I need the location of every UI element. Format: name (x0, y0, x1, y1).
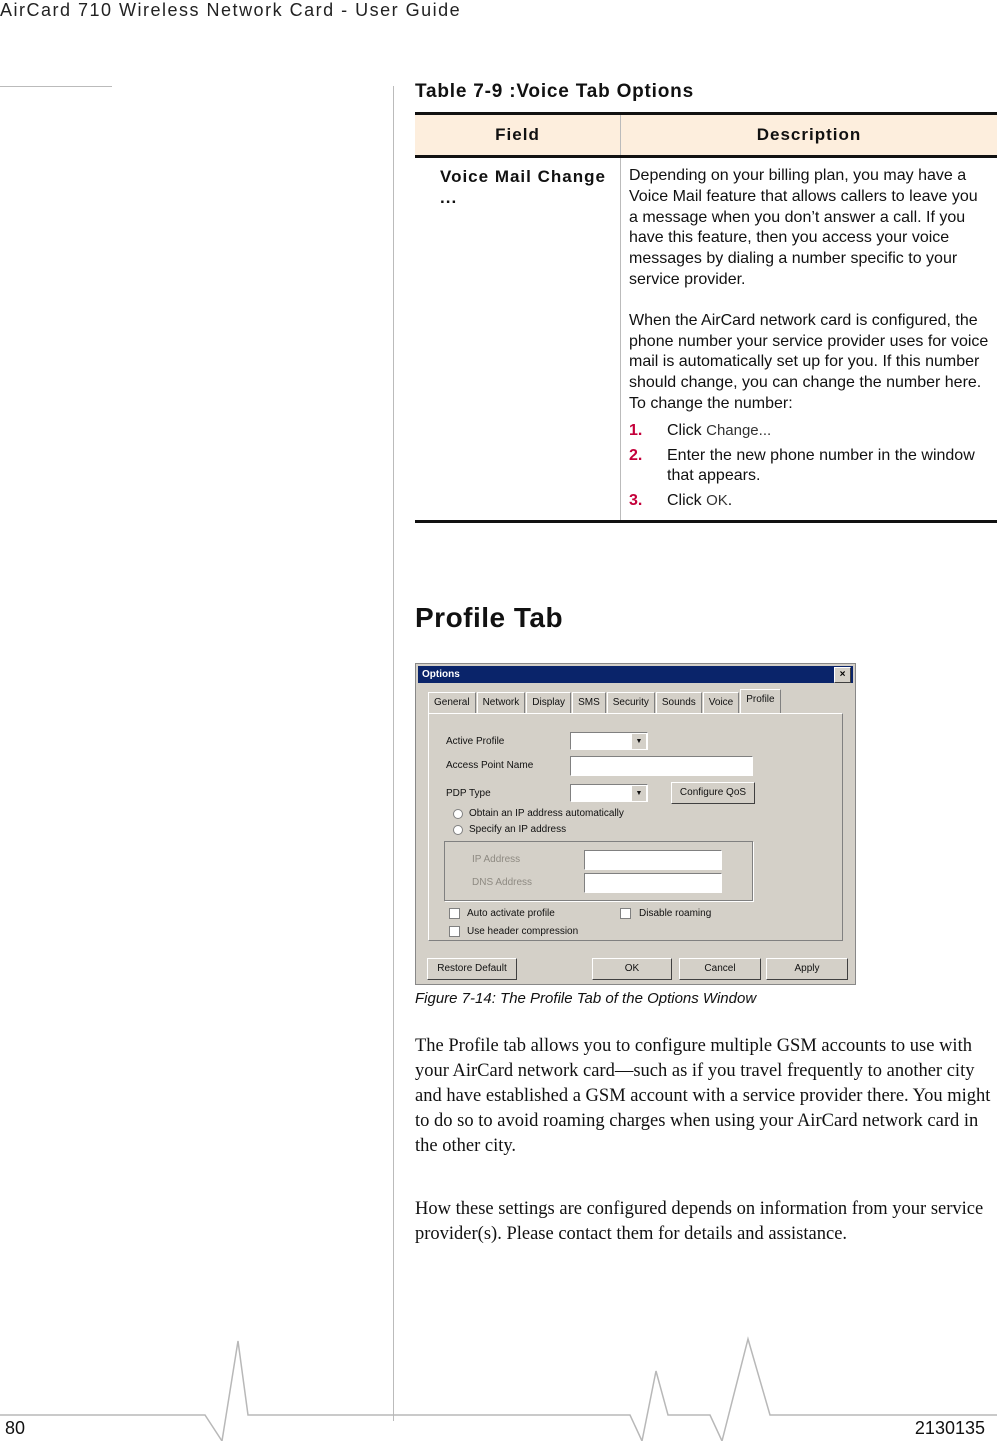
close-icon[interactable]: × (834, 667, 851, 683)
description-cell (620, 158, 997, 520)
divider (0, 86, 112, 87)
running-header: AirCard 710 Wireless Network Card - User Guide (0, 0, 462, 20)
ip-address-label: IP Address (472, 854, 521, 865)
dialog-tabs (428, 692, 843, 714)
restore-default-button[interactable]: Restore Default (427, 958, 517, 980)
tab-display[interactable]: Display (526, 692, 571, 713)
cancel-button[interactable]: Cancel (679, 958, 761, 980)
step-number: 3. (629, 492, 643, 510)
voice-tab-options-table (415, 112, 997, 523)
dialog-titlebar (418, 666, 853, 683)
body-paragraph: How these settings are configured depends on information from your service provider(s). Please contact them for details and assistance. (415, 1199, 984, 1244)
step-text: Enter the new phone number in the window that appears. (667, 446, 975, 485)
description-paragraph: When the AirCard network card is configured, the phone number your service provider uses for voice mail is automatically set up for you. If this number should change, you can change the number here. To change the number: (629, 311, 989, 412)
apn-input[interactable] (570, 756, 753, 776)
figure-caption: Figure 7-14: The Profile Tab of the Options Window (415, 990, 757, 1007)
pdp-type-label: PDP Type (446, 788, 491, 799)
configure-qos-button[interactable]: Configure QoS (671, 782, 755, 804)
tab-sms[interactable]: SMS (572, 692, 606, 713)
column-divider (393, 86, 394, 1421)
step-number: 2. (629, 446, 643, 464)
footer-waveform (0, 1335, 997, 1441)
column-header-field: Field (495, 125, 540, 144)
dns-address-input[interactable] (584, 873, 722, 893)
tab-security[interactable]: Security (607, 692, 655, 713)
section-heading: Profile Tab (415, 602, 564, 633)
ip-address-input[interactable] (584, 850, 722, 870)
step-text: Click (667, 492, 707, 510)
ui-term: Change... (706, 421, 772, 439)
header-compression-checkbox[interactable] (449, 926, 460, 937)
disable-roaming-label: Disable roaming (639, 908, 712, 919)
step-item (629, 446, 989, 488)
ok-button[interactable]: OK (592, 958, 672, 980)
ui-term: OK (706, 492, 728, 510)
profile-panel (428, 713, 843, 941)
radio-obtain-ip-label: Obtain an IP address automatically (469, 808, 624, 819)
dns-address-label: DNS Address (472, 877, 533, 888)
chevron-down-icon: ▼ (632, 786, 646, 801)
tab-network[interactable]: Network (477, 692, 526, 713)
tab-sounds[interactable]: Sounds (656, 692, 702, 713)
page-number: 80 (5, 1418, 26, 1438)
auto-activate-label: Auto activate profile (467, 908, 555, 919)
step-text-end: . (727, 492, 733, 510)
disable-roaming-checkbox[interactable] (620, 908, 631, 919)
active-profile-label: Active Profile (446, 736, 505, 747)
radio-specify-ip-label: Specify an IP address (469, 824, 567, 835)
tab-profile[interactable]: Profile (740, 689, 780, 714)
apn-label: Access Point Name (446, 760, 534, 771)
document-number: 2130135 (914, 1418, 985, 1438)
radio-obtain-ip[interactable] (453, 809, 463, 819)
dialog-title: Options (422, 669, 460, 680)
step-text: Click (667, 421, 707, 439)
field-cell: Voice Mail Change ... (440, 167, 606, 207)
active-profile-select[interactable] (570, 732, 648, 750)
options-dialog-screenshot (415, 663, 856, 985)
step-number: 1. (629, 421, 643, 439)
table-title: Table 7-9 :Voice Tab Options (415, 81, 694, 102)
table-header (415, 115, 997, 158)
body-paragraph: The Profile tab allows you to configure multiple GSM accounts to use with your AirCard network card—such as if you travel frequently to another city and have established a GSM account with a service provider there. You might to do so to avoid roaming charges when using your AirCard network card in the other city. (415, 1036, 991, 1156)
tab-voice[interactable]: Voice (703, 692, 739, 713)
step-item (629, 491, 989, 512)
apply-button[interactable]: Apply (766, 958, 848, 980)
step-item (629, 421, 989, 442)
column-header-description: Description (620, 115, 997, 155)
header-compression-label: Use header compression (467, 926, 579, 937)
chevron-down-icon: ▼ (632, 734, 646, 749)
auto-activate-checkbox[interactable] (449, 908, 460, 919)
table-row (415, 158, 997, 520)
description-paragraph: Depending on your billing plan, you may have a Voice Mail feature that allows callers to leave you a message when you don’t answer a call. If you have this feature, then you access your voice messages by dialing a number specific to your service provider. (629, 167, 978, 288)
pdp-type-select[interactable] (570, 784, 648, 802)
radio-specify-ip[interactable] (453, 825, 463, 835)
tab-general[interactable]: General (428, 692, 476, 713)
